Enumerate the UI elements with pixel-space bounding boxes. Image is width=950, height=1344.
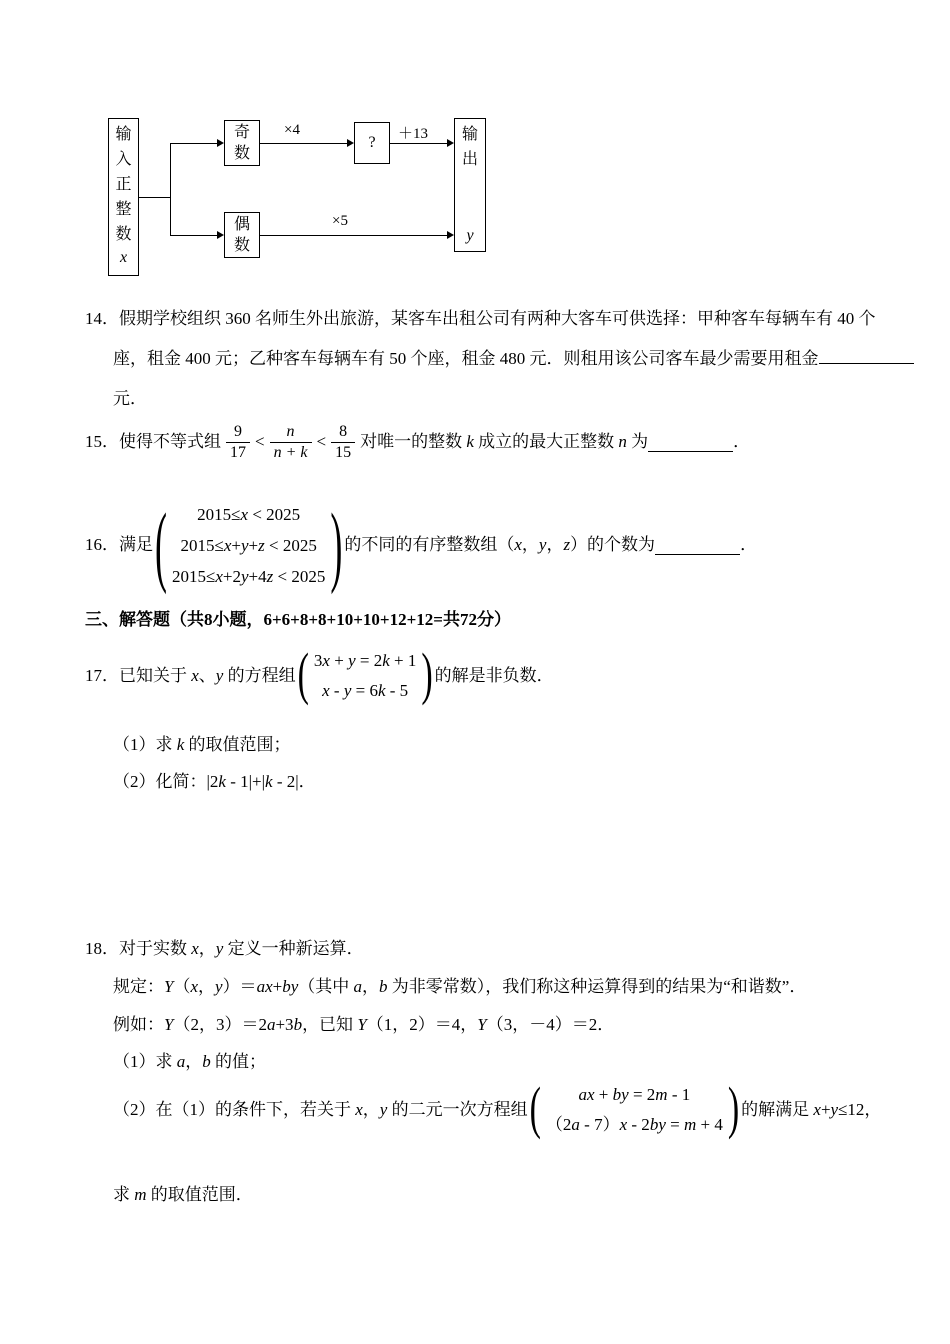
q16-system-row2: 2015≤x+y+z < 2025 xyxy=(180,535,317,555)
q18-system-row1: ax + by = 2m - 1 xyxy=(578,1085,691,1104)
q16-suffix: 的不同的有序整数组（x，y，z）的个数为 xyxy=(344,535,656,554)
close-paren: ) xyxy=(421,643,433,707)
answer-blank xyxy=(648,432,733,452)
q17-system-rows xyxy=(309,646,421,706)
fraction-numerator: n xyxy=(270,422,312,443)
fraction-numerator: 9 xyxy=(226,422,250,443)
section3-heading: 三、解答题（共8小题，6+6+8+8+10+10+12+12=共72分） xyxy=(85,610,511,629)
connector-line xyxy=(139,197,170,198)
q18-system-rows xyxy=(541,1080,728,1140)
q18-line6: 求 m 的取值范围． xyxy=(113,1185,253,1204)
q14-line1: 14．假期学校组织 360 名师生外出旅游，某客车出租公司有两种大客车可供选择：甲种客车每辆车有 40 个 xyxy=(85,309,876,328)
flowchart-input-variable: x xyxy=(119,249,128,266)
flowchart-output-box xyxy=(454,118,486,252)
answer-blank xyxy=(655,535,740,555)
flowchart-unknown-label: ? xyxy=(368,134,376,151)
q18-line4: （1）求 a，b 的值； xyxy=(113,1052,266,1071)
flowchart-output-variable: y xyxy=(466,227,474,244)
plus13-label: ＋13 xyxy=(398,126,429,142)
less-than-sign: < xyxy=(255,432,265,451)
flowchart-even-label: 偶数 xyxy=(233,216,250,254)
connector-line xyxy=(260,143,347,144)
q17-suffix: 的解是非负数． xyxy=(434,666,554,685)
q15-prefix: 15．使得不等式组 xyxy=(85,432,221,451)
close-paren: ) xyxy=(330,495,343,595)
fraction-8-15 xyxy=(331,422,355,463)
q17-sub2: （2）化简：|2k - 1|+|k - 2|． xyxy=(113,772,316,791)
connector-line xyxy=(170,143,217,144)
arrowhead-icon xyxy=(217,231,224,239)
q17-system-row2: x - y = 6k - 5 xyxy=(322,681,409,700)
q18-line5-suffix: 的解满足 x+y≤12， xyxy=(741,1100,882,1119)
open-paren: ( xyxy=(529,1077,541,1141)
q17-sub1: （1）求 k 的取值范围； xyxy=(113,735,291,754)
arrowhead-icon xyxy=(347,139,354,147)
connector-line xyxy=(260,235,447,236)
fraction-denominator: n + k xyxy=(273,443,308,461)
q16-system-rows xyxy=(167,499,330,592)
q18-equation-system xyxy=(529,1077,740,1141)
open-paren: ( xyxy=(155,495,167,595)
q16-line xyxy=(85,495,757,595)
q15-period: ． xyxy=(733,432,751,451)
flowchart-output-label: 输出 xyxy=(461,126,478,168)
flowchart-input-box xyxy=(108,118,139,276)
flowchart-unknown-box xyxy=(354,122,390,164)
q17-system-row1: 3x + y = 2k + 1 xyxy=(313,651,417,670)
q18-line5 xyxy=(113,1074,881,1146)
open-paren: ( xyxy=(297,643,309,707)
fraction-denominator: 15 xyxy=(335,443,352,461)
arrowhead-icon xyxy=(217,139,224,147)
q18-system-row2: （2a - 7）x - 2by = m + 4 xyxy=(545,1115,723,1134)
close-paren: ) xyxy=(727,1077,740,1141)
fraction-9-17 xyxy=(226,422,250,463)
q16-prefix: 16．满足 xyxy=(85,535,153,554)
q18-line1: 18．对于实数 x，y 定义一种新运算． xyxy=(85,939,364,958)
flowchart-input-label: 输入正整数 xyxy=(115,126,132,243)
times4-label: ×4 xyxy=(284,122,300,138)
q14-line2 xyxy=(113,347,914,371)
q18-line2: 规定：Y（x，y）＝ax+by（其中 a，b 为非零常数），我们称这种运算得到的结果为“和谐数”． xyxy=(113,977,807,996)
fraction-numerator: 8 xyxy=(331,422,355,443)
q14-line3: 元． xyxy=(113,389,147,408)
flowchart-even-box xyxy=(224,212,260,258)
arrowhead-icon xyxy=(447,139,454,147)
q16-inequality-system xyxy=(155,495,343,595)
q16-system-row3: 2015≤x+2y+4z < 2025 xyxy=(172,566,326,586)
arrowhead-icon xyxy=(447,231,454,239)
q17-equation-system xyxy=(297,643,433,707)
times5-label: ×5 xyxy=(332,213,348,229)
less-than-sign: < xyxy=(316,432,327,451)
flowchart-odd-label: 奇数 xyxy=(233,124,250,162)
connector-line xyxy=(170,143,171,235)
fraction-n-over-n-plus-k xyxy=(270,422,312,463)
connector-line xyxy=(390,143,447,144)
answer-blank xyxy=(819,348,914,364)
fraction-denominator: 17 xyxy=(230,443,246,461)
flowchart xyxy=(100,112,500,287)
q17-line xyxy=(85,643,554,709)
q18-line3: 例如：Y（2，3）＝2a+3b，已知 Y（1，2）＝4，Y（3，－4）＝2． xyxy=(113,1015,615,1034)
q16-period: ． xyxy=(740,535,758,554)
q18-line5-prefix: （2）在（1）的条件下，若关于 x，y 的二元一次方程组 xyxy=(113,1100,528,1119)
connector-line xyxy=(170,235,217,236)
q15-suffix: 对唯一的整数 k 成立的最大正整数 n 为 xyxy=(360,432,649,451)
q16-system-row1: 2015≤x < 2025 xyxy=(197,504,301,524)
flowchart-odd-box xyxy=(224,120,260,166)
q17-prefix: 17．已知关于 x、y 的方程组 xyxy=(85,666,296,685)
q14-line2-text: 座，租金 400 元；乙种客车每辆车有 50 个座，租金 480 元．则租用该公司客车最少需要用租金 xyxy=(113,349,819,368)
q15-line xyxy=(85,418,750,466)
